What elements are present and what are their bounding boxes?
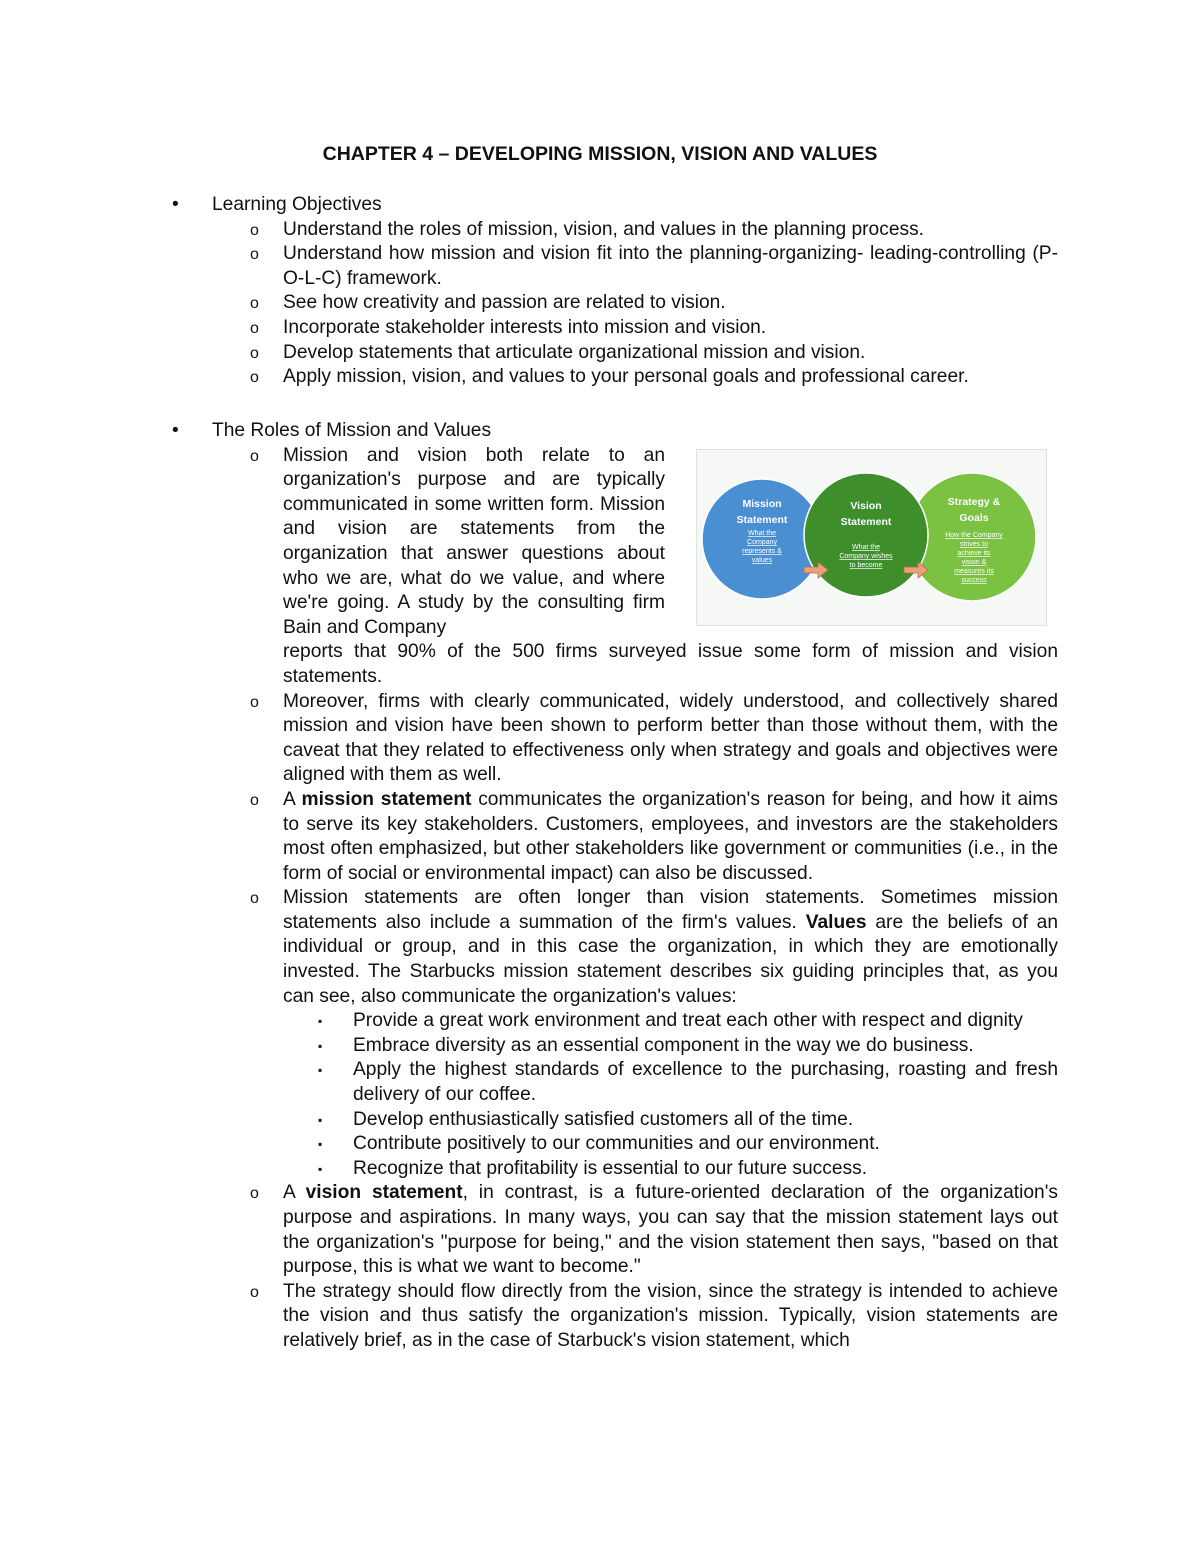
bold-term: mission statement [301, 788, 472, 810]
square-bullet-icon: ▪ [318, 1112, 323, 1127]
list-item-text: Understand the roles of mission, vision, and values in the planning process. [283, 218, 925, 240]
paragraph-strategy [0, 1280, 1058, 1354]
diagram-text-line: Mission [742, 498, 782, 510]
diagram-text-line: Goals [959, 512, 989, 524]
diagram-text-line: values [751, 557, 773, 564]
principle-item [0, 1108, 1058, 1133]
diagram-text-line: achieve its [957, 550, 991, 557]
circle-bullet-icon: o [250, 319, 259, 337]
list-item [0, 242, 1058, 291]
circle-bullet-icon: o [250, 890, 259, 908]
learning-objectives-section [0, 193, 1200, 390]
square-bullet-icon: ▪ [318, 1137, 323, 1152]
principle-item [0, 1157, 1058, 1182]
square-bullet-icon: ▪ [318, 1161, 323, 1176]
list-item-text: See how creativity and passion are related to vision. [283, 292, 726, 314]
chapter-title: CHAPTER 4 – DEVELOPING MISSION, VISION AND VALUES [322, 143, 878, 165]
bold-term: Values [805, 911, 867, 933]
circle-bullet-icon: o [250, 693, 259, 711]
diagram-text-line: vision & [961, 559, 987, 566]
square-bullet-icon: ▪ [318, 1063, 323, 1078]
square-bullet-icon: ▪ [318, 1038, 323, 1053]
heading-text: Learning Objectives [212, 194, 382, 215]
list-item [0, 316, 1058, 341]
heading-text: The Roles of Mission and Values [212, 420, 492, 441]
principle-text: Develop enthusiastically satisfied customers all of the time. [353, 1108, 854, 1130]
list-item [0, 365, 1058, 390]
diagram-text-line: Company wishes [839, 553, 893, 560]
paragraph-vision-statement [0, 1181, 1058, 1279]
circle-bullet-icon: o [250, 1185, 259, 1203]
diagram-text-line: success [961, 577, 987, 584]
list-item [0, 218, 1058, 243]
diagram-text-line: Statement [736, 514, 788, 526]
circle-bullet-icon: o [250, 295, 259, 313]
diagram-text-line: Statement [840, 516, 892, 528]
text-run: , in contrast, is a future-oriented declaration of the organization's purpose and aspirations. In many ways, you can say that the mission statement lays out the organization's "purpose for being," and the vision statement then says, "based on that purpose, this is what we want to become." [283, 1182, 1058, 1278]
circle-bullet-icon: o [250, 1283, 259, 1301]
square-bullet-icon: ▪ [318, 1014, 323, 1029]
principle-text: Contribute positively to our communities and our environment. [353, 1133, 880, 1155]
circle-bullet-icon: o [250, 221, 259, 239]
principle-text: Embrace diversity as an essential component in the way we do business. [353, 1034, 974, 1056]
list-item-text: Understand how mission and vision fit into the planning-organizing- leading-controlling (P-O-L-C) framework. [283, 243, 1058, 289]
list-item [0, 291, 1058, 316]
diagram-text-line: measures its [954, 568, 994, 575]
list-item-text: Incorporate stakeholder interests into mission and vision. [283, 316, 767, 338]
list-item [0, 341, 1058, 366]
diagram-text-line: Company [747, 539, 777, 546]
text-run: A [283, 1182, 306, 1204]
diagram-text-line: How the Company [945, 532, 1003, 539]
diagram-svg [696, 449, 1047, 626]
paragraph-performance [0, 690, 1058, 788]
diagram-text-line: What the [851, 544, 881, 551]
circle-bullet-icon: o [250, 369, 259, 387]
paragraph-text: Moreover, firms with clearly communicated, widely understood, and collectively shared mission and vision have been shown to perform better than those without them, with the caveat that they related to effectiveness only when strategy and goals and objectives were aligned with them as well. [283, 690, 1058, 786]
mission-vision-strategy-diagram [696, 449, 1047, 626]
circle-bullet-icon: o [250, 246, 259, 264]
bold-term: vision statement [305, 1182, 463, 1204]
list-item-text: Develop statements that articulate organizational mission and vision. [283, 341, 866, 363]
circle-bullet-icon: o [250, 447, 259, 465]
diagram-text-line: strives to [959, 541, 989, 548]
paragraph-values [0, 886, 1058, 1009]
principle-text: Apply the highest standards of excellence to the purchasing, roasting and fresh delivery of our coffee. [353, 1059, 1058, 1106]
roles-heading [0, 419, 1200, 444]
paragraph-mission-statement [0, 788, 1058, 886]
text-run: are the beliefs of an individual or group, and in this case the organization, in which they are emotionally invested. The Starbucks mission statement describes six guiding principles that, as you can see, also communicate the organization's values: [283, 911, 1058, 1007]
paragraph-text-continued: reports that 90% of the 500 firms surveyed issue some form of mission and vision statements. [283, 641, 1058, 687]
text-run: communicates the organization's reason for being, and how it aims to serve its key stakeholders. Customers, employees, and investors are the stakeholders most often emphasized, but other stakeholders like government or communities (i.e., in the form of social or environmental impact) can also be discussed. [283, 788, 1058, 884]
circle-bullet-icon: o [250, 791, 259, 809]
diagram-text-line: Vision [850, 500, 882, 512]
diagram-text-line: represents & [742, 548, 782, 555]
circle-bullet-icon: o [250, 344, 259, 362]
paragraph-text-wrapped: Mission and vision both relate to an organization's purpose and are typically communicated in some written form. Mission and vision are statements from the organization that answer questions about who we are, what do we value, and where we're going. A study by the consulting firm Bain and Company [283, 444, 665, 638]
bullet-icon: • [172, 194, 179, 215]
vision-circle [804, 473, 928, 597]
principle-item [0, 1058, 1058, 1107]
bullet-icon: • [172, 420, 179, 441]
diagram-text-line: What the [747, 530, 777, 537]
learning-objectives-heading [0, 193, 1200, 218]
diagram-text-line: to become [849, 562, 883, 569]
paragraph-text: The strategy should flow directly from the vision, since the strategy is intended to achieve the vision and thus satisfy the organization's mission. Typically, vision statements are relatively brief, as in the case of Starbuck's vision statement, which [283, 1280, 1058, 1351]
principle-item [0, 1009, 1058, 1034]
diagram-text-line: Strategy & [947, 496, 1001, 508]
list-item-text: Apply mission, vision, and values to your personal goals and professional career. [283, 366, 969, 388]
principle-text: Recognize that profitability is essential to our future success. [353, 1157, 868, 1179]
text-run: Mission statements are often longer than vision statements. Sometimes mission statements also include a summation of the firm's values. [283, 887, 1058, 933]
text-run: A [283, 788, 302, 810]
principle-item [0, 1132, 1058, 1157]
principle-item [0, 1034, 1058, 1059]
principle-text: Provide a great work environment and treat each other with respect and dignity [353, 1010, 1023, 1032]
